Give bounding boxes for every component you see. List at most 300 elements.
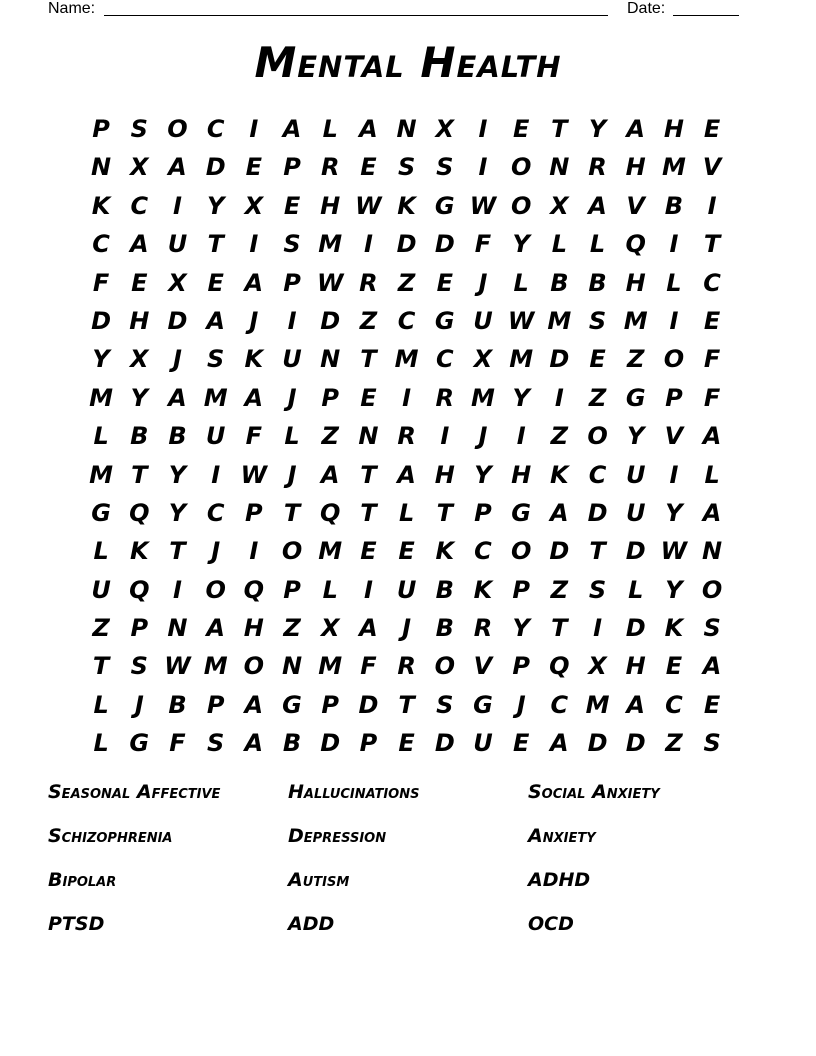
- grid-letter[interactable]: I: [478, 153, 488, 182]
- grid-letter[interactable]: E: [398, 729, 415, 758]
- grid-letter[interactable]: T: [92, 652, 110, 681]
- grid-letter[interactable]: P: [283, 575, 301, 604]
- grid-letter[interactable]: A: [702, 652, 722, 681]
- grid-letter[interactable]: A: [550, 498, 569, 527]
- grid-letter[interactable]: M: [318, 652, 343, 681]
- grid-letter[interactable]: D: [205, 153, 226, 182]
- grid-letter[interactable]: U: [625, 498, 646, 527]
- grid-letter[interactable]: C: [703, 268, 721, 297]
- grid-letter[interactable]: E: [436, 268, 453, 297]
- grid-letter[interactable]: P: [474, 498, 492, 527]
- grid-letter[interactable]: T: [589, 537, 606, 566]
- grid-letter[interactable]: S: [207, 345, 225, 374]
- grid-letter[interactable]: I: [669, 230, 679, 259]
- grid-letter[interactable]: A: [168, 383, 187, 412]
- grid-letter[interactable]: J: [134, 690, 144, 719]
- grid-letter[interactable]: H: [625, 268, 646, 297]
- grid-letter[interactable]: X: [588, 652, 607, 681]
- grid-letter[interactable]: C: [206, 115, 225, 143]
- grid-letter[interactable]: W: [316, 268, 344, 297]
- grid-letter[interactable]: I: [707, 191, 717, 220]
- grid-letter[interactable]: W: [660, 537, 688, 566]
- grid-letter[interactable]: I: [363, 230, 373, 259]
- grid-letter[interactable]: Z: [550, 575, 569, 604]
- grid-letter[interactable]: L: [322, 115, 338, 143]
- grid-letter[interactable]: D: [167, 306, 188, 335]
- grid-letter[interactable]: A: [702, 422, 722, 451]
- grid-letter[interactable]: P: [283, 153, 301, 182]
- grid-letter[interactable]: V: [664, 422, 684, 451]
- grid-letter[interactable]: Z: [665, 729, 683, 758]
- grid-letter[interactable]: E: [703, 115, 721, 143]
- grid-letter[interactable]: A: [244, 729, 264, 758]
- grid-letter[interactable]: U: [282, 345, 302, 374]
- grid-letter[interactable]: N: [320, 345, 341, 374]
- grid-letter[interactable]: E: [589, 345, 606, 374]
- grid-letter[interactable]: K: [244, 345, 264, 374]
- grid-letter[interactable]: X: [130, 345, 149, 374]
- grid-letter[interactable]: L: [93, 422, 109, 451]
- grid-letter[interactable]: O: [510, 537, 532, 566]
- grid-letter[interactable]: Q: [625, 230, 646, 259]
- grid-letter[interactable]: H: [243, 614, 264, 643]
- grid-letter[interactable]: M: [89, 460, 114, 489]
- grid-letter[interactable]: Y: [665, 575, 683, 604]
- grid-letter[interactable]: U: [205, 422, 226, 451]
- grid-letter[interactable]: L: [322, 575, 338, 604]
- grid-letter[interactable]: A: [702, 498, 722, 527]
- grid-letter[interactable]: A: [244, 383, 264, 412]
- grid-letter[interactable]: Y: [206, 191, 225, 220]
- grid-letter[interactable]: E: [283, 191, 301, 220]
- grid-letter[interactable]: Y: [588, 115, 607, 143]
- grid-letter[interactable]: R: [359, 268, 378, 297]
- grid-letter[interactable]: U: [473, 306, 493, 335]
- grid-letter[interactable]: T: [207, 230, 224, 259]
- grid-letter[interactable]: G: [434, 306, 455, 335]
- grid-letter[interactable]: D: [434, 729, 455, 758]
- grid-letter[interactable]: Y: [130, 383, 148, 412]
- grid-letter[interactable]: G: [473, 690, 493, 719]
- word-list-item: PTSD: [48, 913, 105, 935]
- grid-letter[interactable]: A: [626, 115, 645, 143]
- grid-letter[interactable]: A: [244, 690, 264, 719]
- grid-letter[interactable]: M: [623, 306, 648, 335]
- grid-letter[interactable]: E: [512, 729, 530, 758]
- grid-letter[interactable]: N: [91, 153, 112, 182]
- grid-letter[interactable]: Y: [474, 460, 492, 489]
- grid-letter[interactable]: G: [511, 498, 531, 527]
- grid-letter[interactable]: M: [203, 652, 228, 681]
- grid-letter[interactable]: Y: [627, 422, 645, 451]
- grid-letter[interactable]: X: [473, 345, 493, 374]
- grid-letter[interactable]: R: [397, 422, 416, 451]
- grid-letter[interactable]: C: [397, 306, 416, 335]
- grid-letter[interactable]: X: [435, 115, 455, 143]
- grid-letter[interactable]: I: [249, 537, 259, 566]
- grid-letter[interactable]: A: [206, 614, 225, 643]
- grid-letter[interactable]: J: [249, 306, 259, 335]
- grid-letter[interactable]: E: [360, 537, 377, 566]
- grid-letter[interactable]: N: [167, 614, 188, 643]
- grid-letter[interactable]: G: [91, 498, 111, 527]
- grid-letter[interactable]: D: [320, 729, 341, 758]
- grid-letter[interactable]: P: [283, 268, 301, 297]
- grid-letter[interactable]: V: [473, 652, 493, 681]
- grid-letter[interactable]: L: [551, 230, 567, 259]
- grid-letter[interactable]: P: [130, 614, 149, 643]
- grid-letter[interactable]: X: [244, 191, 264, 220]
- grid-letter[interactable]: S: [588, 575, 607, 604]
- grid-letter[interactable]: D: [91, 306, 112, 335]
- grid-letter[interactable]: B: [550, 268, 569, 297]
- grid-letter[interactable]: X: [168, 268, 187, 297]
- grid-letter[interactable]: T: [360, 345, 377, 374]
- grid-row: [82, 264, 732, 302]
- grid-letter[interactable]: H: [663, 115, 684, 143]
- grid-letter[interactable]: T: [551, 115, 568, 143]
- grid-letter[interactable]: L: [284, 422, 300, 451]
- grid-letter[interactable]: I: [554, 383, 564, 412]
- grid-letter[interactable]: L: [93, 729, 109, 758]
- grid-row: [82, 417, 732, 455]
- grid-letter[interactable]: Q: [549, 652, 570, 681]
- grid-letter[interactable]: F: [245, 422, 263, 451]
- grid-letter[interactable]: C: [550, 690, 569, 719]
- grid-letter[interactable]: B: [130, 422, 149, 451]
- grid-letter[interactable]: M: [471, 383, 495, 412]
- grid-letter[interactable]: T: [360, 460, 377, 489]
- grid-letter[interactable]: Y: [512, 383, 530, 412]
- grid-letter[interactable]: Z: [397, 268, 416, 297]
- grid-letter[interactable]: F: [474, 230, 492, 259]
- grid-letter[interactable]: I: [402, 383, 412, 412]
- word-list-item: ADD: [288, 913, 335, 935]
- grid-letter[interactable]: N: [396, 115, 417, 143]
- grid-letter[interactable]: O: [205, 575, 226, 604]
- grid-letter[interactable]: M: [318, 537, 343, 566]
- grid-letter[interactable]: P: [92, 115, 110, 143]
- grid-letter[interactable]: D: [625, 729, 646, 758]
- grid-letter[interactable]: Q: [243, 575, 265, 604]
- grid-letter[interactable]: A: [588, 191, 607, 220]
- grid-letter[interactable]: P: [206, 690, 225, 719]
- grid-letter[interactable]: W: [469, 191, 497, 220]
- grid-letter[interactable]: B: [435, 575, 454, 604]
- grid-letter[interactable]: C: [588, 460, 607, 489]
- grid-letter[interactable]: W: [240, 460, 268, 489]
- grid-letter[interactable]: Y: [168, 460, 187, 489]
- grid-letter[interactable]: H: [129, 306, 150, 335]
- grid-letter[interactable]: E: [512, 115, 530, 143]
- grid-letter[interactable]: Q: [129, 498, 150, 527]
- grid-letter[interactable]: N: [702, 537, 723, 566]
- grid-letter[interactable]: A: [206, 306, 225, 335]
- grid-letter[interactable]: A: [320, 460, 340, 489]
- grid-letter[interactable]: P: [512, 652, 530, 681]
- grid-letter[interactable]: S: [588, 306, 607, 335]
- grid-letter[interactable]: I: [363, 575, 373, 604]
- grid-letter[interactable]: G: [434, 191, 455, 220]
- grid-letter[interactable]: P: [245, 498, 263, 527]
- grid-letter[interactable]: D: [434, 230, 455, 259]
- grid-letter[interactable]: O: [510, 191, 532, 220]
- grid-letter[interactable]: E: [131, 268, 148, 297]
- grid-letter[interactable]: Q: [129, 575, 150, 604]
- grid-letter[interactable]: H: [434, 460, 455, 489]
- grid-letter[interactable]: J: [478, 422, 488, 451]
- grid-letter[interactable]: M: [318, 230, 343, 259]
- grid-letter[interactable]: F: [703, 345, 721, 374]
- grid-letter[interactable]: W: [507, 306, 535, 335]
- grid-letter[interactable]: R: [473, 614, 493, 643]
- grid-letter[interactable]: F: [92, 268, 110, 297]
- grid-letter[interactable]: J: [287, 383, 297, 412]
- grid-letter[interactable]: J: [211, 537, 221, 566]
- grid-letter[interactable]: B: [168, 690, 187, 719]
- grid-letter[interactable]: Z: [321, 422, 339, 451]
- grid-letter[interactable]: S: [397, 153, 416, 182]
- grid-letter[interactable]: T: [283, 498, 301, 527]
- grid-letter[interactable]: A: [129, 230, 149, 259]
- grid-letter[interactable]: K: [397, 191, 416, 220]
- grid-letter[interactable]: O: [243, 652, 265, 681]
- grid-letter[interactable]: S: [703, 729, 721, 758]
- grid-letter[interactable]: S: [703, 614, 721, 643]
- grid-letter[interactable]: T: [703, 230, 721, 259]
- grid-letter[interactable]: M: [203, 383, 228, 412]
- grid-letter[interactable]: K: [435, 537, 455, 566]
- grid-letter[interactable]: Y: [168, 498, 187, 527]
- grid-letter[interactable]: D: [549, 537, 570, 566]
- grid-letter[interactable]: L: [628, 575, 644, 604]
- grid-letter[interactable]: D: [625, 614, 646, 643]
- grid-letter[interactable]: B: [435, 614, 454, 643]
- grid-letter[interactable]: I: [173, 575, 182, 604]
- grid-letter[interactable]: F: [703, 383, 721, 412]
- grid-letter[interactable]: O: [701, 575, 723, 604]
- grid-letter[interactable]: T: [131, 460, 148, 489]
- grid-letter[interactable]: J: [287, 460, 297, 489]
- grid-letter[interactable]: Z: [359, 306, 378, 335]
- grid-letter[interactable]: M: [585, 690, 610, 719]
- grid-letter[interactable]: U: [167, 230, 188, 259]
- grid-letter[interactable]: F: [169, 729, 186, 758]
- grid-letter[interactable]: Z: [92, 614, 110, 643]
- grid-letter[interactable]: B: [282, 729, 302, 758]
- grid-letter[interactable]: C: [435, 345, 454, 374]
- grid-letter[interactable]: I: [249, 230, 259, 259]
- grid-letter[interactable]: E: [207, 268, 224, 297]
- word-list-item: Hallucinations: [288, 781, 420, 803]
- grid-letter[interactable]: R: [588, 153, 607, 182]
- grid-letter[interactable]: P: [665, 383, 683, 412]
- grid-letter[interactable]: O: [587, 422, 608, 451]
- grid-letter[interactable]: T: [398, 690, 415, 719]
- grid-letter[interactable]: E: [703, 306, 721, 335]
- grid-letter[interactable]: N: [358, 422, 379, 451]
- grid-letter[interactable]: D: [587, 729, 608, 758]
- grid-letter[interactable]: S: [283, 230, 301, 259]
- grid-letter[interactable]: Z: [550, 422, 569, 451]
- grid-letter[interactable]: R: [435, 383, 455, 412]
- grid-letter[interactable]: T: [551, 614, 568, 643]
- grid-letter[interactable]: Y: [92, 345, 110, 374]
- grid-letter[interactable]: N: [281, 652, 303, 681]
- grid-letter[interactable]: X: [320, 614, 340, 643]
- grid-letter[interactable]: L: [93, 690, 109, 719]
- grid-letter[interactable]: M: [547, 306, 572, 335]
- grid-letter[interactable]: A: [359, 115, 378, 143]
- grid-letter[interactable]: P: [359, 729, 378, 758]
- grid-letter[interactable]: H: [511, 460, 532, 489]
- grid-letter[interactable]: A: [626, 690, 645, 719]
- grid-letter[interactable]: S: [207, 729, 225, 758]
- grid-row: [82, 609, 732, 647]
- grid-letter[interactable]: J: [478, 268, 488, 297]
- grid-letter[interactable]: M: [661, 153, 686, 182]
- grid-letter[interactable]: K: [91, 191, 111, 220]
- grid-letter[interactable]: I: [669, 460, 679, 489]
- grid-letter[interactable]: Y: [512, 230, 530, 259]
- grid-letter[interactable]: Y: [512, 614, 530, 643]
- grid-letter[interactable]: M: [394, 345, 419, 374]
- grid-letter[interactable]: I: [593, 614, 602, 643]
- grid-letter[interactable]: E: [360, 153, 377, 182]
- grid-letter[interactable]: D: [396, 230, 417, 259]
- grid-letter[interactable]: A: [168, 153, 187, 182]
- grid-letter[interactable]: G: [282, 690, 302, 719]
- grid-letter[interactable]: W: [164, 652, 191, 681]
- grid-letter[interactable]: C: [92, 230, 110, 259]
- grid-letter[interactable]: K: [473, 575, 493, 604]
- grid-letter[interactable]: O: [167, 115, 188, 143]
- grid-letter[interactable]: C: [130, 191, 149, 220]
- grid-letter[interactable]: X: [130, 153, 149, 182]
- grid-letter[interactable]: D: [320, 306, 341, 335]
- grid-letter[interactable]: Z: [627, 345, 645, 374]
- grid-letter[interactable]: G: [129, 729, 150, 758]
- grid-letter[interactable]: E: [245, 153, 263, 182]
- grid-letter[interactable]: R: [320, 153, 340, 182]
- grid-letter[interactable]: V: [626, 191, 645, 220]
- grid-letter[interactable]: R: [397, 652, 416, 681]
- grid-letter[interactable]: K: [550, 460, 569, 489]
- grid-letter[interactable]: J: [173, 345, 182, 374]
- word-list-item: Bipolar: [48, 869, 117, 891]
- grid-letter[interactable]: U: [473, 729, 493, 758]
- grid-letter[interactable]: D: [549, 345, 570, 374]
- grid-letter[interactable]: E: [665, 652, 683, 681]
- grid-letter[interactable]: D: [358, 690, 379, 719]
- grid-letter[interactable]: I: [669, 306, 679, 335]
- grid-letter[interactable]: W: [355, 191, 382, 220]
- grid-row: [82, 148, 732, 186]
- grid-letter[interactable]: O: [434, 652, 455, 681]
- grid-letter[interactable]: I: [287, 306, 297, 335]
- grid-letter[interactable]: O: [281, 537, 303, 566]
- grid-letter[interactable]: U: [396, 575, 417, 604]
- grid-letter[interactable]: H: [625, 652, 646, 681]
- grid-letter[interactable]: I: [516, 422, 526, 451]
- word-list-item: Depression: [288, 825, 387, 847]
- grid-letter[interactable]: S: [130, 652, 148, 681]
- grid-letter[interactable]: A: [397, 460, 416, 489]
- grid-letter[interactable]: L: [513, 268, 529, 297]
- grid-letter[interactable]: A: [244, 268, 264, 297]
- grid-letter[interactable]: Y: [665, 498, 683, 527]
- word-search-grid: [82, 110, 732, 763]
- grid-letter[interactable]: B: [588, 268, 607, 297]
- grid-letter[interactable]: U: [91, 575, 111, 604]
- grid-letter[interactable]: Z: [283, 614, 301, 643]
- grid-letter[interactable]: N: [549, 153, 570, 182]
- grid-letter[interactable]: T: [360, 498, 377, 527]
- grid-letter[interactable]: A: [282, 115, 302, 143]
- grid-letter[interactable]: L: [704, 460, 720, 489]
- grid-letter[interactable]: I: [478, 115, 488, 143]
- grid-letter[interactable]: K: [129, 537, 149, 566]
- grid-letter[interactable]: H: [625, 153, 646, 182]
- grid-letter[interactable]: D: [625, 537, 646, 566]
- grid-letter[interactable]: U: [625, 460, 646, 489]
- grid-letter[interactable]: O: [663, 345, 685, 374]
- date-label: Date:: [627, 0, 666, 17]
- grid-letter[interactable]: J: [516, 690, 526, 719]
- grid-letter[interactable]: B: [168, 422, 187, 451]
- grid-letter[interactable]: I: [440, 422, 450, 451]
- grid-letter[interactable]: P: [321, 690, 340, 719]
- grid-letter[interactable]: S: [130, 115, 148, 143]
- grid-letter[interactable]: S: [436, 153, 454, 182]
- grid-letter[interactable]: T: [436, 498, 453, 527]
- grid-letter[interactable]: B: [664, 191, 684, 220]
- grid-letter[interactable]: H: [320, 191, 341, 220]
- grid-letter[interactable]: K: [664, 614, 684, 643]
- grid-letter[interactable]: L: [398, 498, 415, 527]
- grid-letter[interactable]: L: [93, 537, 109, 566]
- grid-letter[interactable]: L: [666, 268, 682, 297]
- grid-letter[interactable]: A: [550, 729, 569, 758]
- grid-letter[interactable]: P: [512, 575, 530, 604]
- grid-letter[interactable]: A: [359, 614, 378, 643]
- grid-letter[interactable]: C: [665, 690, 683, 719]
- grid-letter[interactable]: O: [510, 153, 532, 182]
- grid-letter[interactable]: T: [169, 537, 186, 566]
- grid-letter[interactable]: M: [89, 383, 114, 412]
- grid-letter[interactable]: S: [436, 690, 454, 719]
- grid-letter[interactable]: J: [402, 614, 412, 643]
- grid-letter[interactable]: I: [249, 115, 259, 143]
- grid-letter[interactable]: E: [703, 690, 721, 719]
- grid-letter[interactable]: V: [702, 153, 722, 182]
- grid-letter[interactable]: X: [550, 191, 569, 220]
- grid-letter[interactable]: Q: [320, 498, 341, 527]
- grid-letter[interactable]: E: [360, 383, 377, 412]
- grid-letter[interactable]: G: [625, 383, 646, 412]
- grid-letter[interactable]: C: [474, 537, 492, 566]
- grid-letter[interactable]: E: [398, 537, 415, 566]
- grid-letter[interactable]: D: [587, 498, 608, 527]
- grid-letter[interactable]: L: [589, 230, 606, 259]
- grid-letter[interactable]: P: [321, 383, 340, 412]
- grid-letter[interactable]: Z: [588, 383, 607, 412]
- grid-letter[interactable]: I: [211, 460, 221, 489]
- grid-letter[interactable]: I: [173, 191, 182, 220]
- grid-letter[interactable]: M: [509, 345, 534, 374]
- grid-letter[interactable]: C: [206, 498, 225, 527]
- grid-letter[interactable]: F: [360, 652, 377, 681]
